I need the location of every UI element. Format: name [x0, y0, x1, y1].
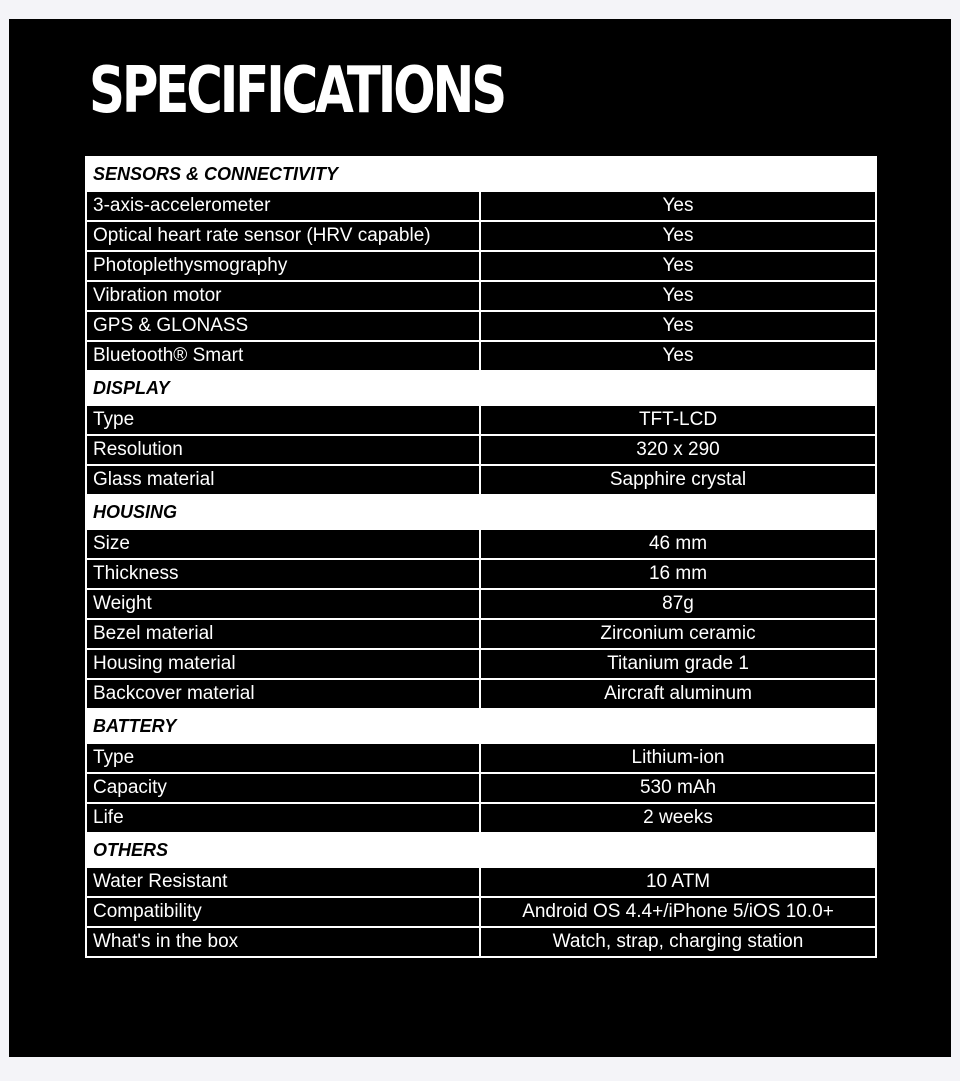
spec-value: TFT-LCD — [480, 405, 876, 435]
spec-value: 87g — [480, 589, 876, 619]
spec-value: Android OS 4.4+/iPhone 5/iOS 10.0+ — [480, 897, 876, 927]
spec-row — [86, 927, 876, 957]
spec-value: Zirconium ceramic — [480, 619, 876, 649]
spec-label: 3-axis-accelerometer — [86, 191, 480, 221]
spec-row — [86, 559, 876, 589]
spec-label: What's in the box — [86, 927, 480, 957]
section-title: BATTERY — [86, 709, 876, 743]
spec-label: Type — [86, 405, 480, 435]
spec-label: Glass material — [86, 465, 480, 495]
spec-row — [86, 405, 876, 435]
spec-row — [86, 191, 876, 221]
spec-row — [86, 867, 876, 897]
section-header-others — [86, 833, 876, 867]
spec-row — [86, 281, 876, 311]
spec-value: 46 mm — [480, 529, 876, 559]
spec-value: Yes — [480, 191, 876, 221]
spec-value: 10 ATM — [480, 867, 876, 897]
spec-row — [86, 679, 876, 709]
section-title: OTHERS — [86, 833, 876, 867]
spec-label: GPS & GLONASS — [86, 311, 480, 341]
spec-value: Aircraft aluminum — [480, 679, 876, 709]
spec-row — [86, 589, 876, 619]
spec-label: Thickness — [86, 559, 480, 589]
spec-value: 2 weeks — [480, 803, 876, 833]
spec-label: Compatibility — [86, 897, 480, 927]
section-header-display — [86, 371, 876, 405]
spec-panel — [9, 19, 951, 1057]
spec-label: Bezel material — [86, 619, 480, 649]
spec-row — [86, 221, 876, 251]
spec-value: Yes — [480, 281, 876, 311]
section-header-sensors-connectivity — [86, 157, 876, 191]
spec-row — [86, 649, 876, 679]
page-title: SPECIFICATIONS — [89, 54, 505, 128]
spec-label: Size — [86, 529, 480, 559]
spec-value: Lithium-ion — [480, 743, 876, 773]
spec-label: Water Resistant — [86, 867, 480, 897]
spec-row — [86, 435, 876, 465]
spec-value: Yes — [480, 221, 876, 251]
spec-row — [86, 529, 876, 559]
spec-value: Watch, strap, charging station — [480, 927, 876, 957]
section-header-battery — [86, 709, 876, 743]
spec-row — [86, 803, 876, 833]
spec-table — [85, 156, 877, 958]
spec-label: Housing material — [86, 649, 480, 679]
spec-value: Yes — [480, 311, 876, 341]
spec-label: Bluetooth® Smart — [86, 341, 480, 371]
spec-label: Capacity — [86, 773, 480, 803]
spec-label: Vibration motor — [86, 281, 480, 311]
spec-label: Type — [86, 743, 480, 773]
spec-value: Titanium grade 1 — [480, 649, 876, 679]
section-title: DISPLAY — [86, 371, 876, 405]
spec-value: 530 mAh — [480, 773, 876, 803]
spec-value: 320 x 290 — [480, 435, 876, 465]
spec-label: Weight — [86, 589, 480, 619]
spec-table-body — [86, 157, 876, 957]
spec-row — [86, 619, 876, 649]
spec-value: 16 mm — [480, 559, 876, 589]
spec-label: Optical heart rate sensor (HRV capable) — [86, 221, 480, 251]
spec-row — [86, 897, 876, 927]
spec-label: Life — [86, 803, 480, 833]
spec-row — [86, 465, 876, 495]
spec-row — [86, 341, 876, 371]
spec-value: Yes — [480, 251, 876, 281]
spec-label: Resolution — [86, 435, 480, 465]
spec-label: Backcover material — [86, 679, 480, 709]
section-title: SENSORS & CONNECTIVITY — [86, 157, 876, 191]
spec-value: Yes — [480, 341, 876, 371]
spec-row — [86, 773, 876, 803]
spec-row — [86, 743, 876, 773]
spec-row — [86, 311, 876, 341]
section-header-housing — [86, 495, 876, 529]
spec-label: Photoplethysmography — [86, 251, 480, 281]
spec-value: Sapphire crystal — [480, 465, 876, 495]
spec-row — [86, 251, 876, 281]
section-title: HOUSING — [86, 495, 876, 529]
